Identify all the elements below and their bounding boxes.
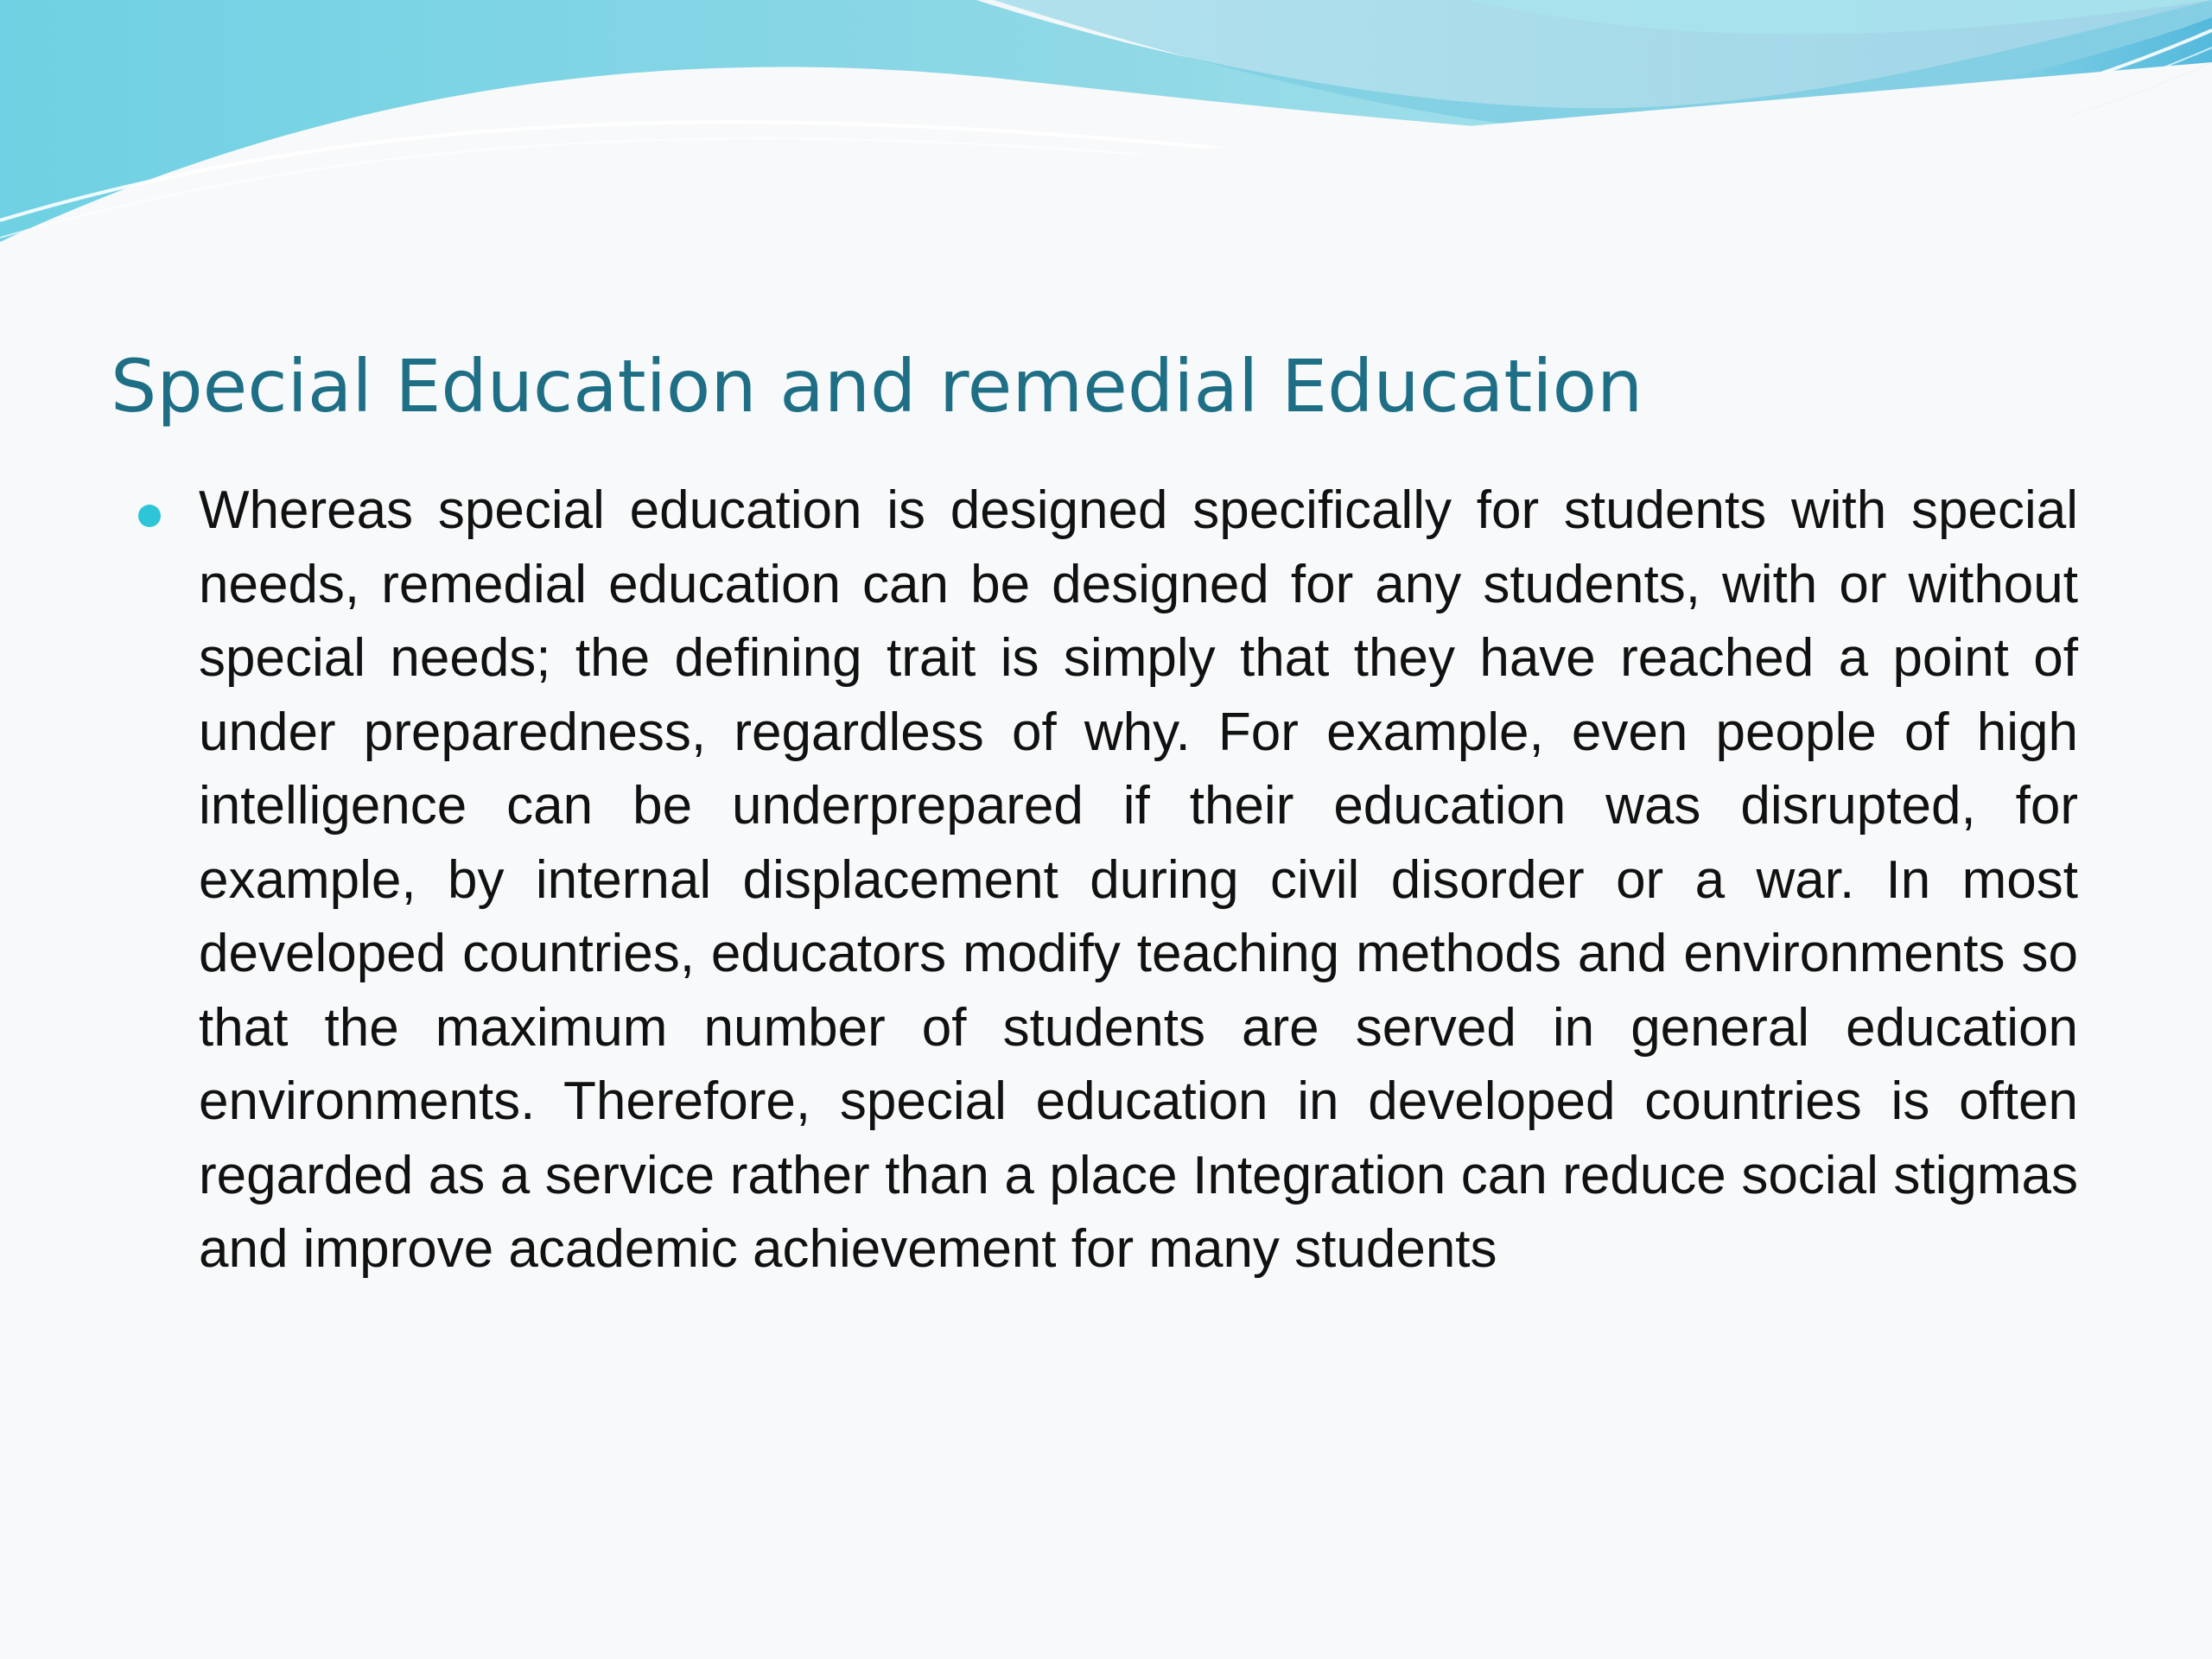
bullet-text: Whereas special education is designed specifically for students with special needs, remedial education can be designed for any students, with or without special needs; the defining trait is simply that they have reached a point of under preparedness, regardless of why. For example, even people of high intelligence can be underprepared if their education was disrupted, for example, by internal displacement during civil disorder or a war. In most developed countries, educators modify teaching methods and environments so that the maximum number of students are served in general education environments. Therefore, special education in developed countries is often regarded as a service rather than a place Integration can reduce social stigmas and improve academic achievement for many students — [199, 480, 2078, 1279]
slide-title: Special Education and remedial Education — [111, 344, 1643, 429]
bullet-list — [138, 474, 2078, 1287]
bullet-item — [138, 474, 2078, 1287]
bullet-dot-icon — [138, 505, 161, 527]
wave-banner-decoration — [0, 0, 2212, 259]
